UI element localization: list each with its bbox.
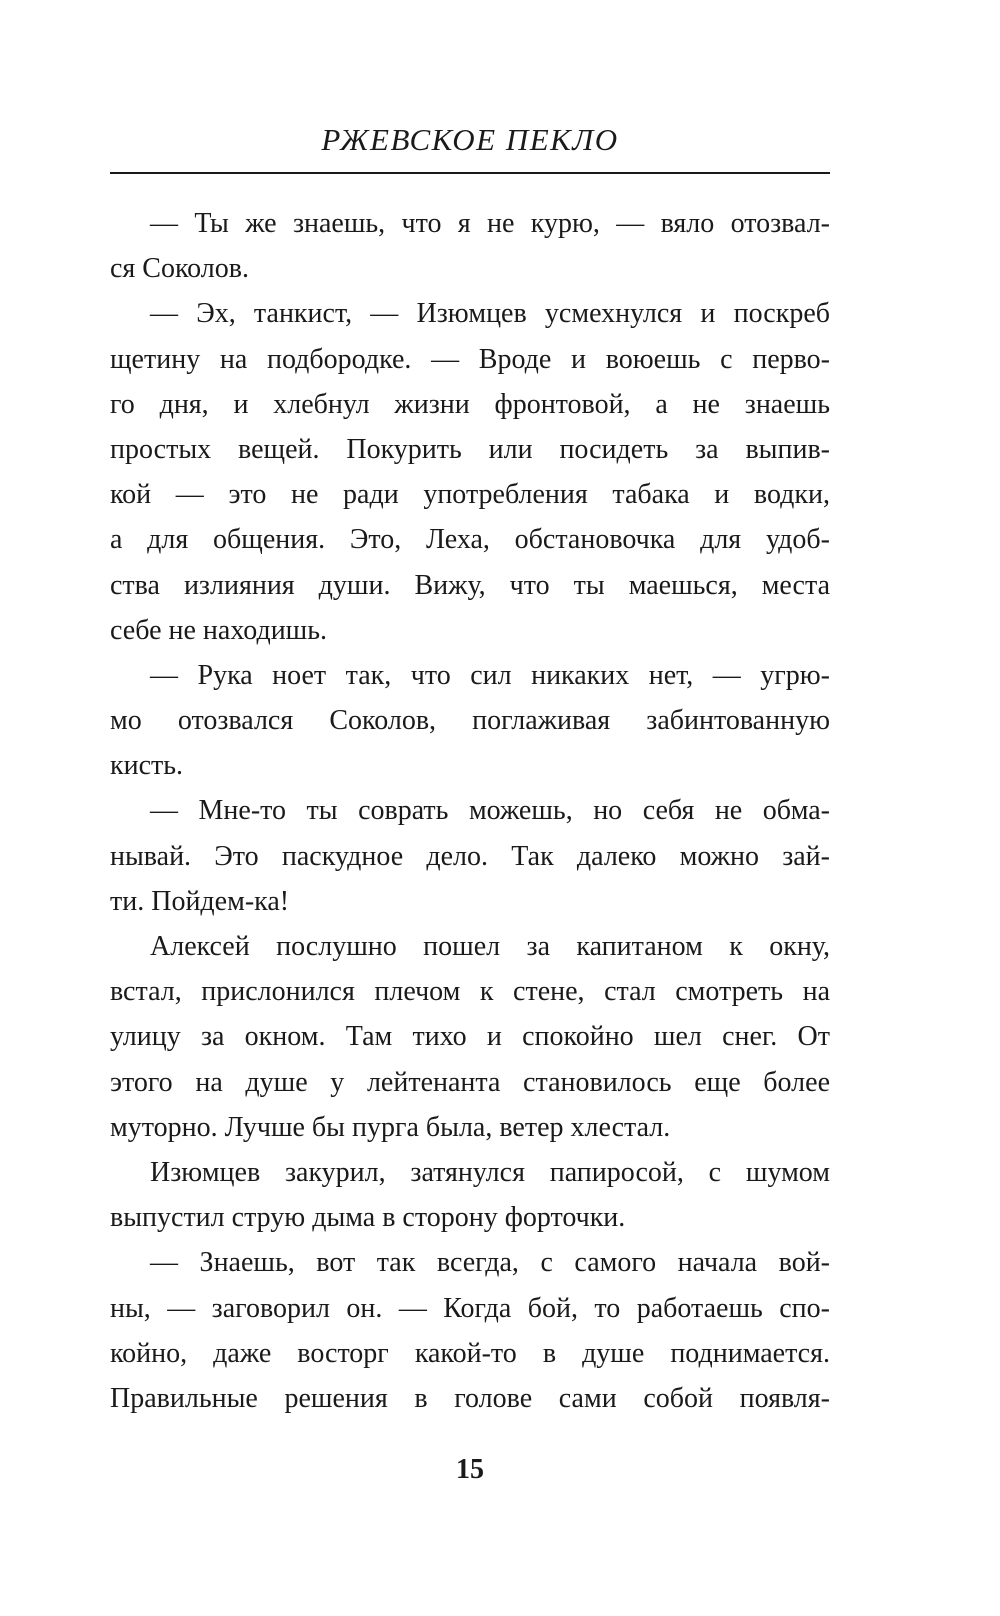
text-line: — Ты же знаешь, что я не курю, — вяло отозвал- [150,208,830,239]
text-line: встал, прислонился плечом к стене, стал смотреть на [110,976,830,1008]
text-line: муторно. Лучше бы пурга была, ветер хлестал. [110,1111,671,1143]
text-line: этого на душе у лейтенанта становилось еще более [110,1066,830,1098]
header-rule [110,172,830,174]
text-line: нывай. Это паскудное дело. Так далеко можно зай- [110,840,830,872]
text-line: го дня, и хлебнул жизни фронтовой, а не знаешь [110,388,830,420]
text-line: ства излияния души. Вижу, что ты маешься, места [110,569,830,601]
text-line: улицу за окном. Там тихо и спокойно шел снег. От [110,1021,830,1053]
text-line: ся Соколов. [110,253,249,285]
text-line: кой — это не ради употребления табака и водки, [110,479,830,511]
text-line: щетину на подбородке. — Вроде и воюешь с перво- [110,343,830,375]
text-line: — Знаешь, вот так всегда, с самого начала вой- [150,1247,830,1279]
text-line: Правильные решения в голове сами собой появля- [110,1382,830,1414]
text-line: — Рука ноет так, что сил никаких нет, — угрю- [150,659,830,691]
text-line: койно, даже восторг какой-то в душе поднимается. [110,1337,830,1369]
text-line: мо отозвался Соколов, поглаживая забинтованную [110,705,830,737]
text-line: Алексей послушно пошел за капитаном к окну, [150,931,830,962]
text-line: ны, — заговорил он. — Когда бой, то работаешь спо- [110,1292,830,1324]
page-number: 15 [456,1454,484,1485]
text-line: Изюмцев закурил, затянулся папиросой, с шумом [150,1156,830,1188]
text-line: себе не находишь. [110,614,328,646]
text-line: — Эх, танкист, — Изюмцев усмехнулся и поскреб [150,298,830,330]
body-text [110,201,830,1421]
text-line: выпустил струю дыма в сторону форточки. [110,1202,626,1234]
text-line: кисть. [110,750,184,782]
text-line: простых вещей. Покурить или посидеть за выпив- [110,433,830,465]
text-line: ти. Пойдем-ка! [110,885,290,917]
text-line: — Мне-то ты соврать можешь, но себя не обма- [150,795,830,827]
running-head: РЖЕВСКОЕ ПЕКЛО [321,122,619,157]
text-line: а для общения. Это, Леха, обстановочка для удоб- [110,524,830,556]
